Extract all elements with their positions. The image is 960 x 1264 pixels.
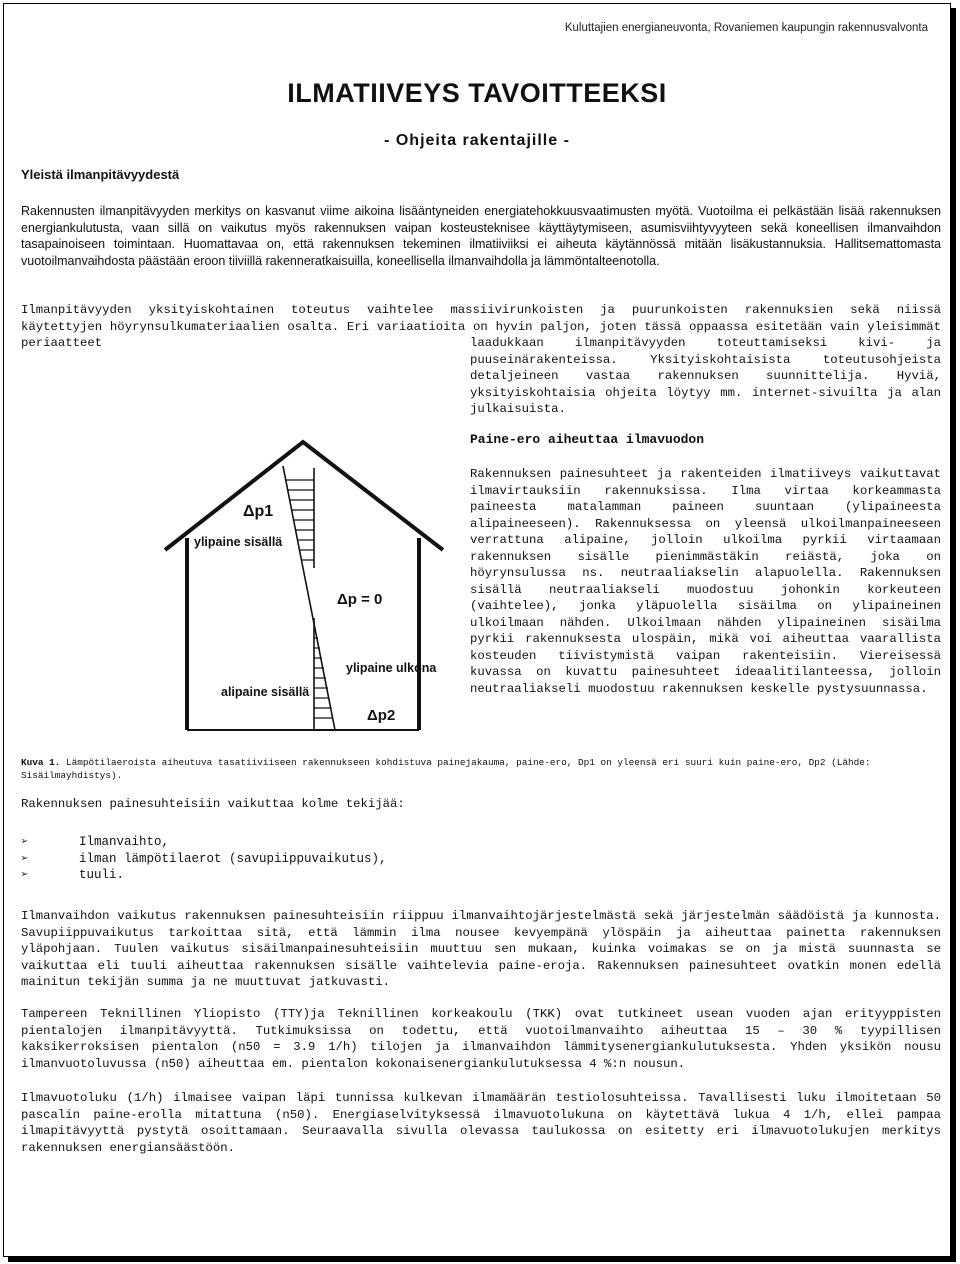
label-alipaine-sisalla: alipaine sisällä (221, 685, 310, 699)
upper-hatching (286, 480, 314, 560)
list-item (21, 867, 387, 884)
list-item (21, 851, 387, 868)
paragraph-pressure: Rakennuksen painesuhteet ja rakenteiden ilmatiiveys vaikuttavat ilmavirtauksiin rakennuksissa. Ilma virtaa korkeammasta paineesta matalamman paineen suuntaan (ylipaineesta alipaineeseen). Rakennuksessa on yleensä ulkoilmanpaineeseen verrattuna alipaine, jolloin ulkoilma pyrkii virtaamaan rakennuksen sisälle pienimmästäkin reiästä, joka on höyrynsulussa ns. neutraaliakselin alapuolella. Rakennuksen sisällä neutraaliakseli muodostuu johonkin korkeuteen (vaihtelee), jonka yläpuolella sisäilma on ylipaineinen ulkoilmaan nähden. Ulkoilmaan nähden ylipaineinen sisäilma pyrkii rakennuksesta ulospäin, mikä voi aiheuttaa vaarallista kosteuden tiivistymistä vaipan rakenteisiin. Viereisessä kuvassa on kuvattu painesuhteet ideaalitilanteessa, jolloin neutraaliakseli muodostuu rakennuksen keskelle pystysuunnassa. (470, 467, 941, 696)
list-item-text: ilman lämpötilaerot (savupiippuvaikutus), (79, 851, 387, 866)
factor-list (21, 834, 387, 884)
paragraph-implementation: Ilmanpitävyyden yksityiskohtainen toteutus vaihtelee massiivirunkoisten ja puurunkoisten rakennuksien sekä niissä käytettyjen höyrynsulkumateriaalien osalta. Eri variaatioita on hyvin paljon, joten tässä oppaassa esitetään vain yleisimmät periaatteet (21, 303, 941, 350)
page-frame (3, 3, 951, 1257)
paragraph-factors-intro: Rakennuksen painesuhteisiin vaikuttaa kolme tekijää: (21, 797, 405, 811)
list-item-text: Ilmanvaihto, (79, 835, 170, 849)
list-item-text: tuuli. (79, 868, 125, 882)
pressure-line-upper (283, 466, 303, 568)
page-subtitle: - Ohjeita rakentajille - (384, 132, 570, 149)
arrow-bullet-icon: ➢ (21, 851, 29, 866)
paragraph-intro: Rakennusten ilmanpitävyyden merkitys on kasvanut viime aikoina lisääntyneiden energiatehokkuusvaatimusten myötä. Vuotoilma ei pelkästään lisää rakennuksen energiankulutusta, vaan sillä on vaikutus myös rakennuksen vaipan kosteusteknisee käyttäytymiseen, asumisviihtyvyyteen sekä koneellisen ilmanvaihdon tasapainoiseen toimintaan. Huomattavaa on, että rakennuksen tekeminen ilmatiiviiksi ei aiheuta käytännössä mitään lisäkustannuksia. Hallitsemattomasta vuotoilmanvaihdosta päästään eroon tiiviillä rakenneratkaisuilla, koneellisella ilmanvaihdolla ja lämmöntalteenotolla. (21, 204, 941, 268)
paragraph-implementation-cont: laadukkaan ilmanpitävyyden toteuttamiseksi kivi- ja puuseinärakenteissa. Yksityiskohtaisista toteutusohjeista detaljeineen vastaa rakennuksen suunnittelija. Hyviä, yksityiskohtaisia ohjeita löytyy mm. internet-sivuilta ja alan julkaisuista. (470, 336, 941, 416)
figure-caption (21, 756, 941, 782)
paragraph-ventilation: Ilmanvaihdon vaikutus rakennuksen painesuhteisiin riippuu ilmanvaihtojärjestelmästä sekä järjestelmän säädöistä ja kunnosta. Savupiippuvaikutus tarkoittaa sitä, että lämmin ilma nousee kevyempänä ylöspäin ja aiheuttaa painetta rakennuksen yläpohjaan. Tuulen vaikutus sisäilmanpainesuhteisiin muuttuu sen mukaan, kuinka voimakas se on ja mistä suunnasta se vaikuttaa eli tuuli aiheuttaa rakennuksen sisälle vaihtelevia paine-eroja. Rakennuksen painesuhteet ovatkin monen edellä mainitun tekijän summa ja ne muuttuvat jatkuvasti. (21, 909, 941, 989)
list-item (21, 834, 387, 851)
section-heading: Yleistä ilmanpitävyydestä (21, 167, 180, 182)
label-dp1: Δp1 (243, 503, 274, 520)
header-source: Kuluttajien energianeuvonta, Rovaniemen kaupungin rakennusvalvonta (564, 22, 928, 34)
paragraph-leakage-rate: Ilmavuotoluku (1/h) ilmaisee vaipan läpi tunnissa kulkevan ilmamäärän testiolosuhteissa. Tavallisesti luku ilmoitetaan 50 pascalin paine-erolla mitattuna (n50). Energiaselvityksessä ilmavuotolukuna on käytettävä lukua 4 1/h, ellei pampaa ilmapitävyyttä pystytä osoittamaan. Seuraavalla sivulla olevassa taulukossa on esitetty eri ilmavuotolukujen merkitys rakennuksen energiansäästöön. (21, 1091, 941, 1155)
page-title: ILMATIIVEYS TAVOITTEEKSI (287, 78, 667, 108)
roof-outline (165, 442, 443, 550)
label-dp0: Δp = 0 (337, 591, 383, 608)
label-dp2: Δp2 (367, 707, 396, 724)
caption-label: Kuva 1. (21, 757, 61, 768)
arrow-bullet-icon: ➢ (21, 835, 29, 849)
label-ylipaine-sisalla: ylipaine sisällä (194, 535, 283, 549)
pressure-diagram (161, 438, 451, 738)
arrow-bullet-icon: ➢ (21, 868, 29, 882)
label-ylipaine-ulkona: ylipaine ulkona (346, 661, 437, 675)
paragraph-research: Tampereen Teknillinen Yliopisto (TTY)ja Teknillinen korkeakoulu (TKK) ovat tutkineet usean vuoden ajan erityyppisten pientalojen ilmanpitävyyttä. Tutkimuksissa on todettu, että vuotoilmanvaihto aiheuttaa 15 – 30 % tyypillisen kaksikerroksisen pientalon (n50 = 3.9 1/h) tilojen ja ilmanvaihdon lämmitysenergiankulutuksesta. Yhden yksikön nousu ilmanvuotoluvussa (n50) aiheuttaa em. pientalon kokonaisenergiankulutuksessa 4 %:n nousun. (21, 1007, 941, 1071)
subheading-pressure: Paine-ero aiheuttaa ilmavuodon (470, 432, 705, 447)
pressure-line-lower (303, 568, 335, 730)
caption-text: Lämpötilaeroista aiheutuva tasatiiviiseen rakennukseen kohdistuva painejakauma, paine-ero, Dp1 on yleensä eri suuri kuin paine-ero, Dp2 (Lähde: Sisäilmayhdistys). (21, 757, 871, 781)
